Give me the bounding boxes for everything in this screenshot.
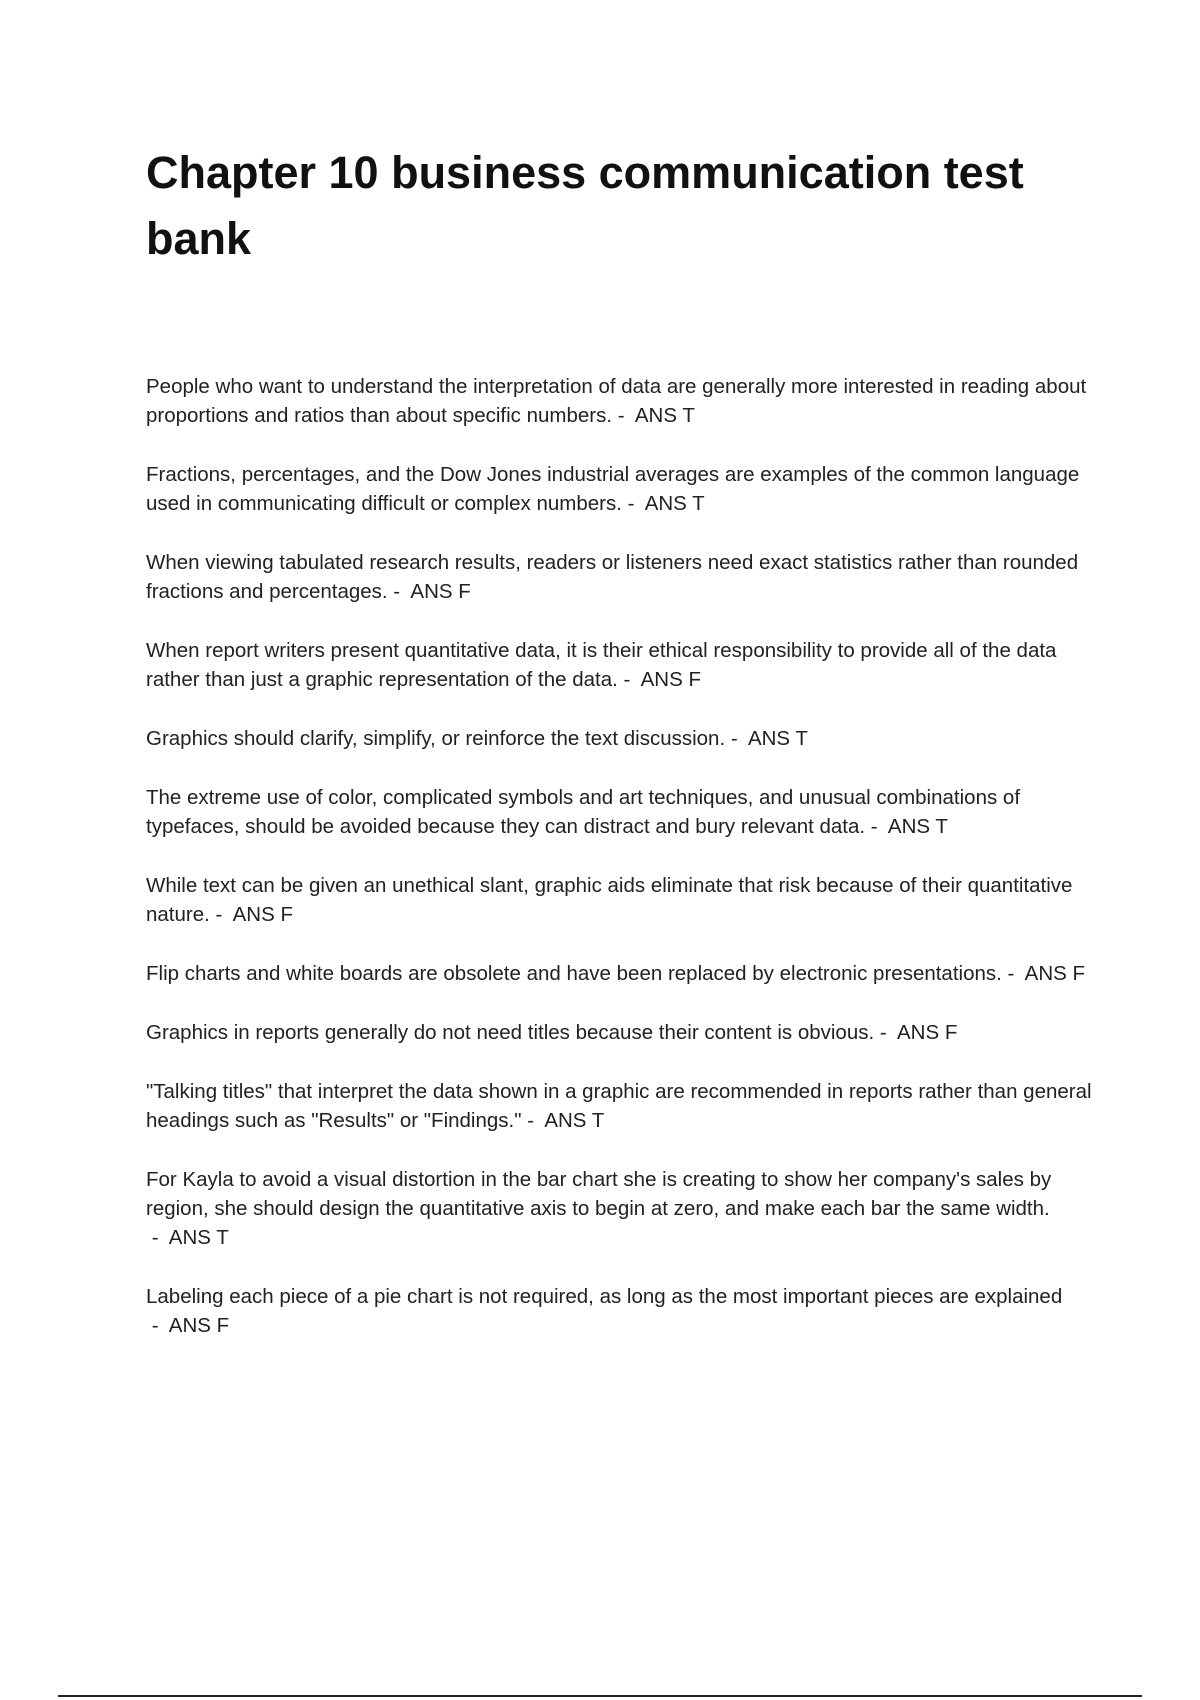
question-text: Fractions, percentages, and the Dow Jones industrial averages are examples of the common language used in communicating difficult or complex numbers. <box>146 463 1080 515</box>
answer-separator: - <box>865 815 888 838</box>
answer-separator: - <box>387 580 411 603</box>
question-item <box>146 1077 1096 1135</box>
question-text: Graphics in reports generally do not need titles because their content is obvious. <box>146 1021 875 1044</box>
answer-key: ANS F <box>896 1021 958 1044</box>
answer-key: ANS F <box>232 903 293 926</box>
answer-key: ANS T <box>747 727 808 750</box>
question-item <box>146 959 1096 988</box>
answer-separator: - <box>612 404 635 427</box>
answer-key: ANS T <box>168 1226 229 1249</box>
question-text: When viewing tabulated research results, readers or listeners need exact statistics rather than rounded fractions and percentages. <box>146 551 1079 603</box>
answer-key: ANS F <box>168 1314 230 1337</box>
question-item <box>146 372 1096 430</box>
answer-separator: - <box>617 668 641 691</box>
question-item <box>146 1282 1096 1340</box>
answer-separator: - <box>146 1226 169 1249</box>
question-text: People who want to understand the interpretation of data are generally more interested in reading about proportions and ratios than about specific numbers. <box>146 375 1087 427</box>
answer-separator: - <box>874 1021 897 1044</box>
answer-separator: - <box>621 492 645 515</box>
question-text: Labeling each piece of a pie chart is not required, as long as the most important pieces are explained <box>146 1285 1063 1308</box>
question-item <box>146 724 1096 753</box>
question-text: Graphics should clarify, simplify, or reinforce the text discussion. <box>146 727 726 750</box>
answer-key: ANS T <box>887 815 948 838</box>
answer-key: ANS F <box>1024 962 1086 985</box>
answer-key: ANS F <box>640 668 701 691</box>
answer-separator: - <box>146 1314 169 1337</box>
answer-key: ANS T <box>634 404 695 427</box>
question-item <box>146 871 1096 929</box>
question-text: "Talking titles" that interpret the data shown in a graphic are recommended in reports rather than general headings such as "Results" or "Findings." <box>146 1080 1092 1132</box>
answer-separator: - <box>521 1109 545 1132</box>
question-text: Flip charts and white boards are obsolete and have been replaced by electronic presentations. <box>146 962 1002 985</box>
answer-separator: - <box>725 727 748 750</box>
question-text: The extreme use of color, complicated symbols and art techniques, and unusual combinations of typefaces, should be avoided because they can distract and bury relevant data. <box>146 786 1021 838</box>
footer-divider <box>58 1695 1142 1697</box>
answer-separator: - <box>1001 962 1025 985</box>
document-title: Chapter 10 business communication test bank <box>146 147 1024 264</box>
question-item <box>146 460 1096 518</box>
question-item <box>146 1018 1096 1047</box>
question-text: For Kayla to avoid a visual distortion in the bar chart she is creating to show her company's sales by region, she should design the quantitative axis to begin at zero, and make each bar the same width. <box>146 1168 1052 1220</box>
answer-key: ANS T <box>544 1109 605 1132</box>
question-item <box>146 1165 1096 1252</box>
question-item <box>146 636 1096 694</box>
question-item <box>146 783 1096 841</box>
answer-separator: - <box>209 903 233 926</box>
question-text: While text can be given an unethical slant, graphic aids eliminate that risk because of their quantitative nature. <box>146 874 1073 926</box>
answer-key: ANS T <box>644 492 705 515</box>
question-text: When report writers present quantitative data, it is their ethical responsibility to provide all of the data rather than just a graphic representation of the data. <box>146 639 1057 691</box>
question-item <box>146 548 1096 606</box>
question-list <box>146 372 1096 1370</box>
answer-key: ANS F <box>410 580 471 603</box>
